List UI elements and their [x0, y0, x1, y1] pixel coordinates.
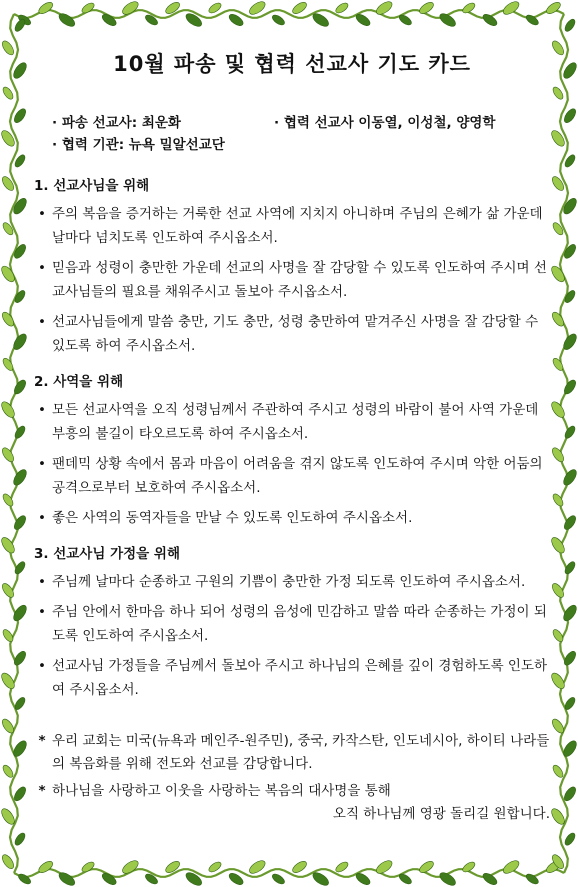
leaf-icon [291, 859, 309, 875]
prayer-item-text: 선교사님들에게 말씀 충만, 기도 충만, 성령 충만하여 맡겨주신 사명을 잘 감당할 수 있도록 하여 주시옵소서. [52, 314, 539, 354]
bullet-icon: • [38, 314, 46, 330]
prayer-item [32, 310, 552, 358]
leaf-icon [80, 860, 95, 874]
leaf-icon [561, 739, 578, 759]
prayer-item [32, 452, 552, 500]
prayer-item-text: 믿음과 성령이 충만한 가운데 선교의 사명을 잘 감당할 수 있도록 인도하여 주시며 선교사님들의 필요를 채워주시고 돌보아 주시옵소서. [52, 260, 547, 300]
bullet-icon: • [38, 510, 46, 526]
note-item [32, 730, 552, 776]
partner-org: · 협력 기관: 뉴욕 밀알선교단 [52, 137, 225, 153]
leaf-icon [164, 859, 182, 875]
leaf-icon [11, 467, 29, 487]
missionary-info [32, 112, 552, 156]
prayer-item-text: 주님께 날마다 순종하고 구원의 기쁨이 충만한 가정 되도록 인도하여 주시옵소서. [52, 574, 526, 590]
prayer-item [32, 202, 552, 250]
leaf-icon [271, 872, 286, 886]
leaf-icon [1, 764, 15, 779]
leaf-icon [0, 400, 17, 420]
asterisk-icon: * [38, 733, 46, 749]
bullet-icon: • [38, 456, 46, 472]
prayer-item [32, 600, 552, 648]
leaf-icon [0, 853, 16, 871]
leaf-icon [551, 764, 565, 779]
leaf-icon [0, 128, 17, 148]
note-text: 우리 교회는 미국(뉴욕과 메인주-원주민), 중국, 카작스탄, 인도네시아, 하이티 나라들의 복음화를 위해 전도와 선교를 감당합니다. [52, 733, 550, 772]
prayer-item-text: 주님 안에서 한마음 하나 되어 성령의 음성에 민감하고 말씀 따라 순종하는 가정이 되도록 인도하여 주시옵소서. [52, 604, 547, 644]
bullet-icon: • [38, 402, 46, 418]
prayer-item [32, 570, 552, 594]
leaf-icon [374, 858, 394, 876]
vine-stem [14, 10, 564, 18]
prayer-item-text: 좋은 사역의 동역자들을 만날 수 있도록 인도하여 주시옵소서. [52, 510, 413, 526]
prayer-item-text: 선교사님 가정들을 주님께서 돌보아 주시고 하나님의 은혜를 깊이 경험하도록 인도하여 주시옵소서. [52, 658, 548, 698]
leaf-icon [561, 603, 578, 623]
bullet-icon: • [38, 604, 46, 620]
prayer-item [32, 654, 552, 702]
leaf-icon [80, 1, 95, 15]
leaf-icon [184, 870, 204, 887]
note-text-continued: 오직 하나님께 영광 돌리길 원합니다. [332, 806, 550, 822]
leaf-icon [13, 424, 27, 439]
leaf-icon [184, 11, 204, 29]
prayer-sections [32, 176, 552, 702]
asterisk-icon: * [38, 783, 46, 799]
prayer-item-text: 모든 선교사역을 오직 성령님께서 주관하여 주시고 성령의 바람이 불어 사역 가운데 부흥의 불길이 타오르도록 하여 주시옵소서. [52, 402, 539, 442]
prayer-item [32, 256, 552, 304]
leaf-icon [563, 831, 577, 846]
leaf-icon [561, 467, 578, 487]
prayer-section [32, 372, 552, 530]
leaf-icon [291, 0, 309, 16]
leaf-icon [563, 424, 577, 439]
prayer-item [32, 398, 552, 446]
leaf-icon [551, 85, 565, 100]
leaf-icon [100, 12, 118, 28]
church-notes [32, 730, 552, 826]
sent-missionary: · 파송 선교사: 최운화 [52, 115, 181, 131]
leaf-icon [0, 39, 16, 57]
leaf-icon [550, 39, 566, 57]
section-heading: 1. 선교사님을 위해 [34, 178, 150, 194]
leaf-icon [374, 0, 394, 17]
note-text-wrap [52, 730, 552, 776]
leaf-icon [334, 860, 349, 874]
bullet-icon: • [38, 206, 46, 222]
prayer-item-text: 주의 복음을 증거하는 거룩한 선교 사역에 지치지 아니하며 주님의 은혜가 삶 가운데 날마다 넘치도록 인도하여 주시옵소서. [52, 206, 543, 246]
prayer-section [32, 544, 552, 702]
prayer-card [32, 38, 552, 830]
leaf-icon [0, 264, 17, 284]
prayer-section [32, 176, 552, 358]
section-heading: 3. 선교사님 가정을 위해 [34, 546, 180, 562]
note-text-wrap [52, 780, 552, 826]
leaf-icon [13, 831, 27, 846]
partner-missionaries: · 협력 선교사 이동열, 이성철, 양영학 [274, 115, 496, 131]
leaf-icon [550, 446, 566, 464]
note-text: 하나님을 사랑하고 이웃을 사랑하는 복음의 대사명을 통해 [52, 783, 391, 799]
bullet-icon: • [38, 574, 46, 590]
leaf-icon [271, 13, 286, 27]
leaf-icon [545, 0, 563, 16]
card-title: 10월 파송 및 협력 선교사 기도 카드 [113, 52, 471, 76]
leaf-icon [11, 603, 29, 623]
section-heading: 2. 사역을 위해 [34, 374, 124, 390]
leaf-icon [334, 1, 349, 15]
info-row [32, 112, 552, 134]
leaf-icon [100, 871, 118, 887]
leaf-icon [1, 85, 15, 100]
leaf-icon [164, 0, 182, 16]
leaf-icon [17, 872, 32, 886]
bullet-icon: • [38, 658, 46, 674]
prayer-item-text: 팬데믹 상황 속에서 몸과 마음이 어려움을 겪지 않도록 인도하여 주시며 악한 어둠의 공격으로부터 보호하여 주시옵소서. [52, 456, 543, 496]
leaf-icon [0, 446, 16, 464]
prayer-item [32, 506, 552, 530]
note-item [32, 780, 552, 826]
vine-stem [14, 869, 564, 877]
leaf-icon [563, 18, 577, 33]
bullet-icon: • [38, 260, 46, 276]
